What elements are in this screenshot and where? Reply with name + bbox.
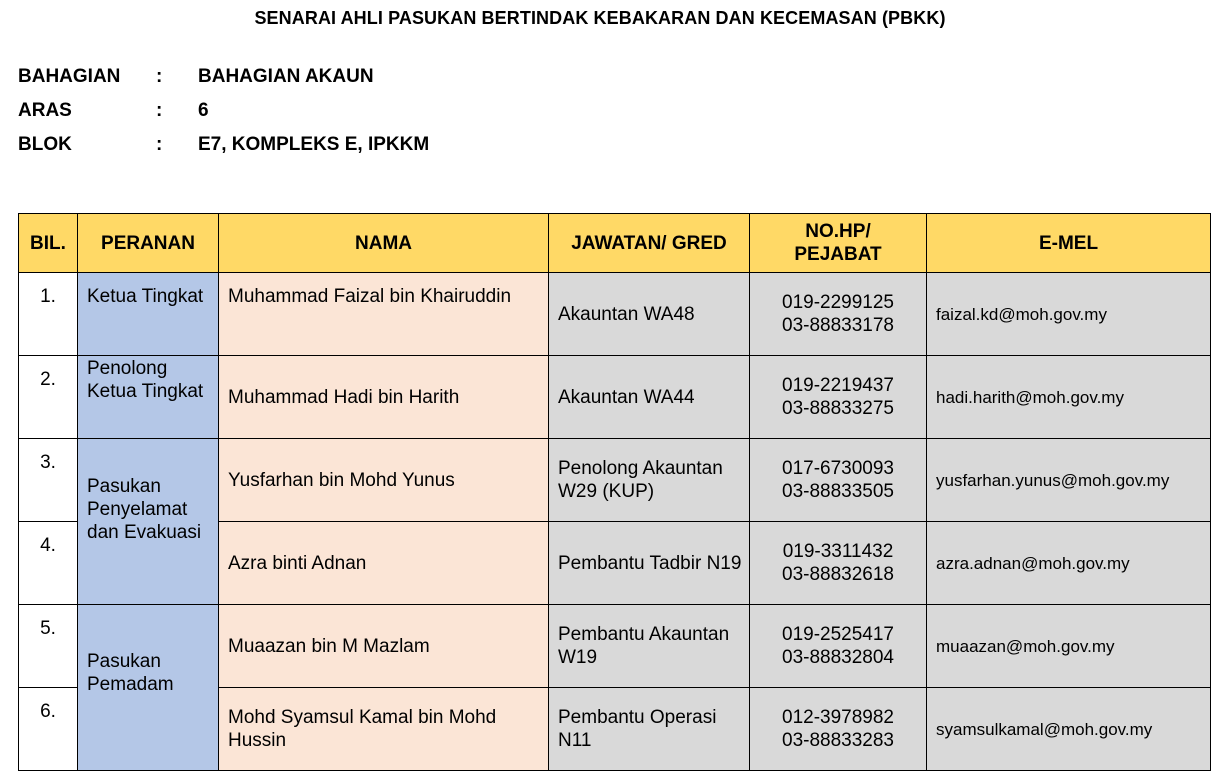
- info-value-aras: 6: [198, 100, 209, 121]
- cell-jawatan: Pembantu Akauntan W19: [549, 605, 750, 688]
- cell-phone: [750, 605, 927, 688]
- document-title: SENARAI AHLI PASUKAN BERTINDAK KEBAKARAN DAN KECEMASAN (PBKK): [254, 8, 946, 28]
- phone-mobile: 012-3978982: [782, 707, 894, 728]
- cell-jawatan: Pembantu Operasi N11: [549, 688, 750, 771]
- cell-bil: 4.: [19, 522, 78, 605]
- phone-mobile: 019-2219437: [782, 375, 894, 396]
- header-hp-line1: NO.HP/: [805, 221, 871, 242]
- info-value-bahagian: BAHAGIAN AKAUN: [198, 66, 374, 87]
- phone-office: 03-88832804: [782, 647, 894, 668]
- header-nama: NAMA: [219, 214, 549, 273]
- cell-phone: [750, 273, 927, 356]
- info-colon: :: [156, 134, 163, 155]
- cell-nama: Yusfarhan bin Mohd Yunus: [219, 439, 549, 522]
- phone-mobile: 019-2299125: [782, 292, 894, 313]
- cell-phone: [750, 522, 927, 605]
- cell-jawatan: Akauntan WA44: [549, 356, 750, 439]
- table-row: [19, 439, 1211, 522]
- cell-peranan: Pasukan Penyelamat dan Evakuasi: [78, 439, 219, 605]
- cell-email: yusfarhan.yunus@moh.gov.my: [927, 439, 1211, 522]
- phone-office: 03-88833178: [782, 315, 894, 336]
- header-peranan: PERANAN: [78, 214, 219, 273]
- cell-bil: 2.: [19, 356, 78, 439]
- phone-office: 03-88833283: [782, 730, 894, 751]
- cell-email: syamsulkamal@moh.gov.my: [927, 688, 1211, 771]
- info-value-blok: E7, KOMPLEKS E, IPKKM: [198, 134, 430, 155]
- cell-email: azra.adnan@moh.gov.my: [927, 522, 1211, 605]
- cell-nama: Muhammad Hadi bin Harith: [219, 356, 549, 439]
- cell-phone: [750, 688, 927, 771]
- cell-jawatan: Pembantu Tadbir N19: [549, 522, 750, 605]
- cell-email: muaazan@moh.gov.my: [927, 605, 1211, 688]
- cell-bil: 6.: [19, 688, 78, 771]
- header-hp: [750, 214, 927, 273]
- table-row: [19, 273, 1211, 356]
- table-row: [19, 356, 1211, 439]
- info-label-aras: ARAS: [18, 100, 72, 121]
- phone-office: 03-88833505: [782, 481, 894, 502]
- phone-office: 03-88832618: [782, 564, 894, 585]
- header-emel: E-MEL: [927, 214, 1211, 273]
- header-hp-line2: PEJABAT: [794, 244, 882, 265]
- cell-nama: Azra binti Adnan: [219, 522, 549, 605]
- phone-mobile: 019-2525417: [782, 624, 894, 645]
- cell-peranan: Penolong Ketua Tingkat: [78, 356, 219, 439]
- cell-nama: Muaazan bin M Mazlam: [219, 605, 549, 688]
- cell-nama: Mohd Syamsul Kamal bin Mohd Hussin: [219, 688, 549, 771]
- header-jawatan: JAWATAN/ GRED: [549, 214, 750, 273]
- members-table: [18, 213, 1211, 771]
- cell-nama: Muhammad Faizal bin Khairuddin: [219, 273, 549, 356]
- table-row: [19, 605, 1211, 688]
- cell-email: hadi.harith@moh.gov.my: [927, 356, 1211, 439]
- phone-mobile: 019-3311432: [782, 541, 894, 562]
- cell-email: faizal.kd@moh.gov.my: [927, 273, 1211, 356]
- table-header-row: [19, 214, 1211, 273]
- phone-office: 03-88833275: [782, 398, 894, 419]
- cell-bil: 5.: [19, 605, 78, 688]
- info-colon: :: [156, 100, 163, 121]
- header-bil: BIL.: [19, 214, 78, 273]
- cell-peranan: Ketua Tingkat: [78, 273, 219, 356]
- info-label-bahagian: BAHAGIAN: [18, 66, 121, 87]
- phone-mobile: 017-6730093: [782, 458, 894, 479]
- info-label-blok: BLOK: [18, 134, 72, 155]
- cell-phone: [750, 356, 927, 439]
- cell-bil: 1.: [19, 273, 78, 356]
- cell-phone: [750, 439, 927, 522]
- info-colon: :: [156, 66, 163, 87]
- cell-jawatan: Akauntan WA48: [549, 273, 750, 356]
- cell-jawatan: Penolong Akauntan W29 (KUP): [549, 439, 750, 522]
- cell-bil: 3.: [19, 439, 78, 522]
- cell-peranan: Pasukan Pemadam: [78, 605, 219, 771]
